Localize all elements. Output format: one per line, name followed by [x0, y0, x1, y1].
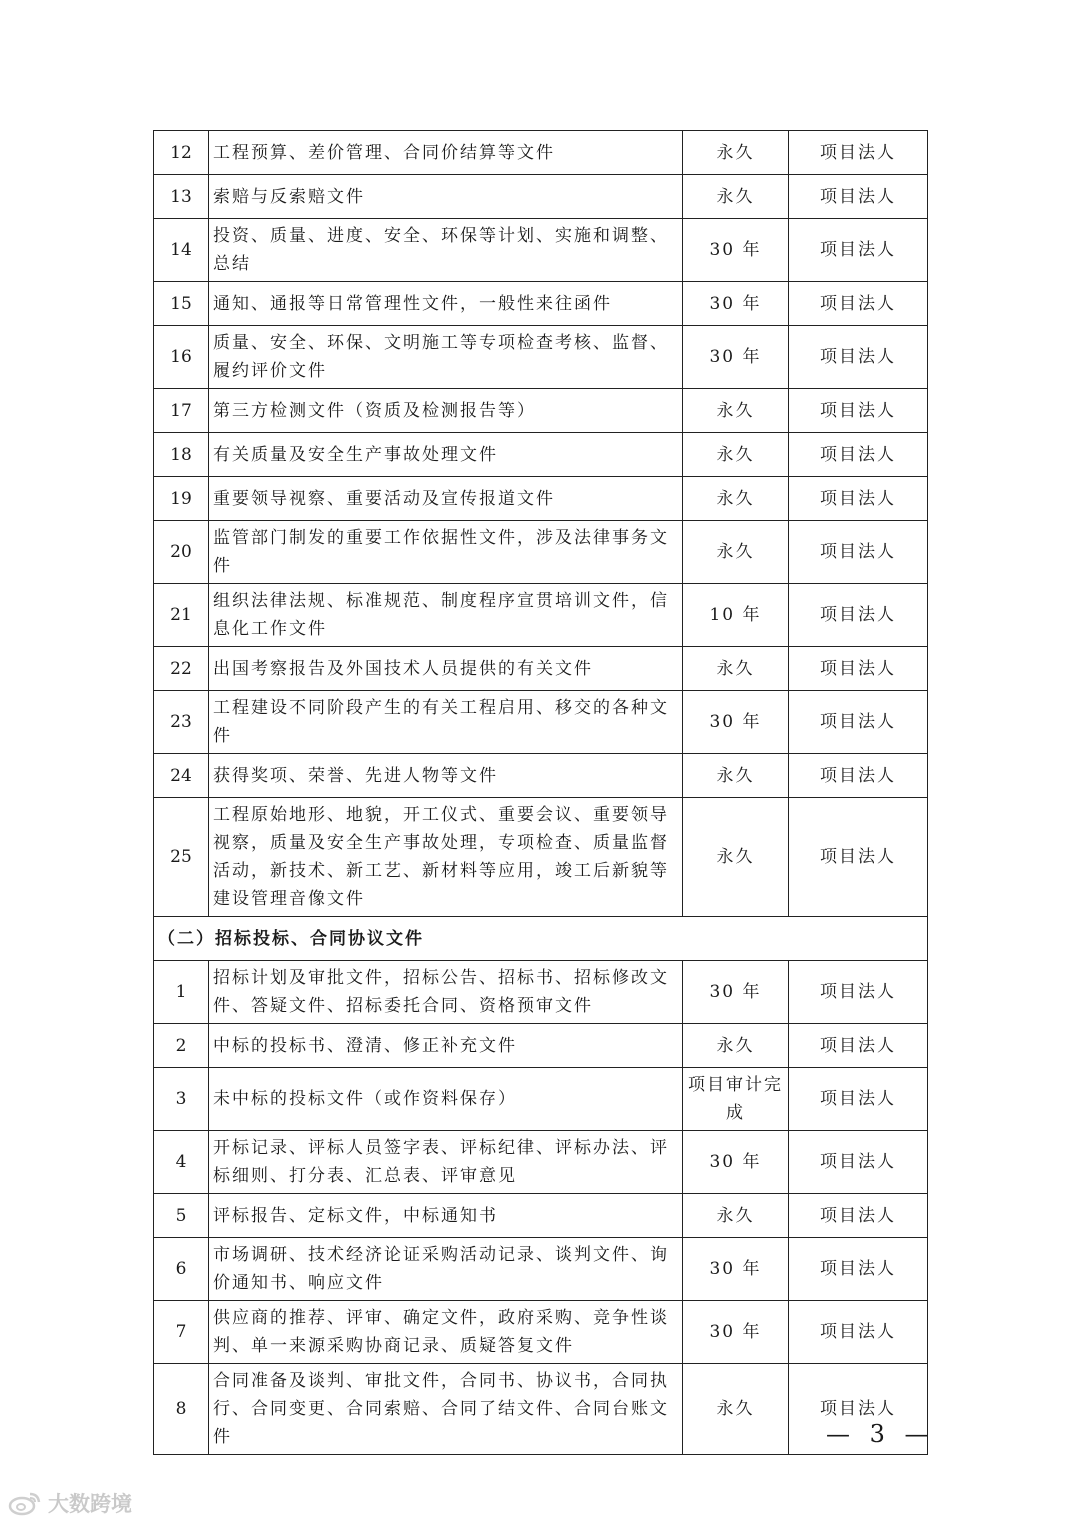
- row-content: 第三方检测文件（资质及检测报告等）: [209, 389, 683, 433]
- watermark: [8, 1488, 132, 1518]
- row-number: 17: [154, 389, 209, 433]
- row-retention-period: 永久: [683, 647, 789, 691]
- row-content: 市场调研、技术经济论证采购活动记录、谈判文件、询价通知书、响应文件: [209, 1238, 683, 1301]
- row-keeper: 项目法人: [789, 691, 928, 754]
- row-content: 出国考察报告及外国技术人员提供的有关文件: [209, 647, 683, 691]
- row-number: 13: [154, 175, 209, 219]
- row-keeper: 项目法人: [789, 1024, 928, 1068]
- table-row: [154, 584, 928, 647]
- row-content: 开标记录、评标人员签字表、评标纪律、评标办法、评标细则、打分表、汇总表、评审意见: [209, 1131, 683, 1194]
- row-content: 工程预算、差价管理、合同价结算等文件: [209, 131, 683, 175]
- table-row: [154, 219, 928, 282]
- row-number: 8: [154, 1364, 209, 1455]
- row-retention-period: 永久: [683, 1364, 789, 1455]
- row-content: 工程建设不同阶段产生的有关工程启用、移交的各种文件: [209, 691, 683, 754]
- row-number: 5: [154, 1194, 209, 1238]
- row-keeper: 项目法人: [789, 326, 928, 389]
- table-row: [154, 326, 928, 389]
- table-row: [154, 389, 928, 433]
- row-content: 组织法律法规、标准规范、制度程序宣贯培训文件，信息化工作文件: [209, 584, 683, 647]
- row-retention-period: 永久: [683, 477, 789, 521]
- row-retention-period: 永久: [683, 175, 789, 219]
- section-title: （二）招标投标、合同协议文件: [154, 917, 928, 961]
- row-keeper: 项目法人: [789, 1301, 928, 1364]
- table-row: [154, 175, 928, 219]
- table-row: [154, 1131, 928, 1194]
- table-row: [154, 1238, 928, 1301]
- table-row: [154, 477, 928, 521]
- row-retention-period: 项目审计完成: [683, 1068, 789, 1131]
- table-row: [154, 1194, 928, 1238]
- section-header-row: [154, 917, 928, 961]
- row-retention-period: 30 年: [683, 1238, 789, 1301]
- row-number: 12: [154, 131, 209, 175]
- table-row: [154, 1301, 928, 1364]
- row-retention-period: 10 年: [683, 584, 789, 647]
- row-content: 未中标的投标文件（或作资料保存）: [209, 1068, 683, 1131]
- row-content: 合同准备及谈判、审批文件，合同书、协议书，合同执行、合同变更、合同索赔、合同了结文件、合同台账文件: [209, 1364, 683, 1455]
- table-row: [154, 798, 928, 917]
- table-row: [154, 521, 928, 584]
- row-retention-period: 永久: [683, 1194, 789, 1238]
- row-number: 25: [154, 798, 209, 917]
- row-keeper: 项目法人: [789, 219, 928, 282]
- row-retention-period: 永久: [683, 433, 789, 477]
- row-keeper: 项目法人: [789, 521, 928, 584]
- row-number: 6: [154, 1238, 209, 1301]
- row-number: 3: [154, 1068, 209, 1131]
- row-retention-period: 30 年: [683, 282, 789, 326]
- row-keeper: 项目法人: [789, 282, 928, 326]
- row-number: 24: [154, 754, 209, 798]
- row-keeper: 项目法人: [789, 961, 928, 1024]
- table-row: [154, 131, 928, 175]
- row-number: 15: [154, 282, 209, 326]
- row-number: 14: [154, 219, 209, 282]
- row-keeper: 项目法人: [789, 754, 928, 798]
- row-keeper: 项目法人: [789, 175, 928, 219]
- row-content: 评标报告、定标文件，中标通知书: [209, 1194, 683, 1238]
- table-row: [154, 1364, 928, 1455]
- row-content: 获得奖项、荣誉、先进人物等文件: [209, 754, 683, 798]
- row-content: 工程原始地形、地貌，开工仪式、重要会议、重要领导视察，质量及安全生产事故处理，专项检查、质量监督活动，新技术、新工艺、新材料等应用，竣工后新貌等建设管理音像文件: [209, 798, 683, 917]
- row-keeper: 项目法人: [789, 1238, 928, 1301]
- table-row: [154, 433, 928, 477]
- table-row: [154, 691, 928, 754]
- row-keeper: 项目法人: [789, 1364, 928, 1455]
- row-number: 7: [154, 1301, 209, 1364]
- row-number: 4: [154, 1131, 209, 1194]
- row-content: 招标计划及审批文件，招标公告、招标书、招标修改文件、答疑文件、招标委托合同、资格预审文件: [209, 961, 683, 1024]
- row-content: 中标的投标书、澄清、修正补充文件: [209, 1024, 683, 1068]
- watermark-text: 大数跨境: [48, 1492, 132, 1516]
- row-keeper: 项目法人: [789, 131, 928, 175]
- table-row: [154, 282, 928, 326]
- row-content: 重要领导视察、重要活动及宣传报道文件: [209, 477, 683, 521]
- row-keeper: 项目法人: [789, 798, 928, 917]
- row-retention-period: 永久: [683, 754, 789, 798]
- archive-retention-table: [153, 130, 928, 1455]
- row-content: 供应商的推荐、评审、确定文件，政府采购、竞争性谈判、单一来源采购协商记录、质疑答复文件: [209, 1301, 683, 1364]
- row-keeper: 项目法人: [789, 1131, 928, 1194]
- row-retention-period: 30 年: [683, 691, 789, 754]
- table-row: [154, 1068, 928, 1131]
- row-retention-period: 永久: [683, 131, 789, 175]
- row-keeper: 项目法人: [789, 477, 928, 521]
- row-content: 投资、质量、进度、安全、环保等计划、实施和调整、总结: [209, 219, 683, 282]
- row-number: 19: [154, 477, 209, 521]
- row-keeper: 项目法人: [789, 584, 928, 647]
- row-number: 22: [154, 647, 209, 691]
- row-retention-period: 30 年: [683, 1301, 789, 1364]
- row-keeper: 项目法人: [789, 1194, 928, 1238]
- table-body: [154, 131, 928, 1455]
- row-retention-period: 永久: [683, 1024, 789, 1068]
- row-number: 18: [154, 433, 209, 477]
- page-number: — 3 —: [826, 1420, 935, 1448]
- row-content: 监管部门制发的重要工作依据性文件，涉及法律事务文件: [209, 521, 683, 584]
- row-number: 23: [154, 691, 209, 754]
- row-content: 通知、通报等日常管理性文件，一般性来往函件: [209, 282, 683, 326]
- row-number: 16: [154, 326, 209, 389]
- row-retention-period: 30 年: [683, 219, 789, 282]
- table-row: [154, 647, 928, 691]
- table-row: [154, 1024, 928, 1068]
- row-number: 1: [154, 961, 209, 1024]
- row-keeper: 项目法人: [789, 433, 928, 477]
- row-keeper: 项目法人: [789, 1068, 928, 1131]
- row-retention-period: 永久: [683, 798, 789, 917]
- row-keeper: 项目法人: [789, 389, 928, 433]
- weibo-logo-icon: [8, 1490, 42, 1516]
- row-content: 有关质量及安全生产事故处理文件: [209, 433, 683, 477]
- row-retention-period: 永久: [683, 389, 789, 433]
- row-content: 索赔与反索赔文件: [209, 175, 683, 219]
- row-keeper: 项目法人: [789, 647, 928, 691]
- row-number: 2: [154, 1024, 209, 1068]
- row-retention-period: 30 年: [683, 326, 789, 389]
- table-row: [154, 961, 928, 1024]
- row-retention-period: 永久: [683, 521, 789, 584]
- row-number: 21: [154, 584, 209, 647]
- row-retention-period: 30 年: [683, 1131, 789, 1194]
- table-row: [154, 754, 928, 798]
- row-number: 20: [154, 521, 209, 584]
- row-retention-period: 30 年: [683, 961, 789, 1024]
- row-content: 质量、安全、环保、文明施工等专项检查考核、监督、履约评价文件: [209, 326, 683, 389]
